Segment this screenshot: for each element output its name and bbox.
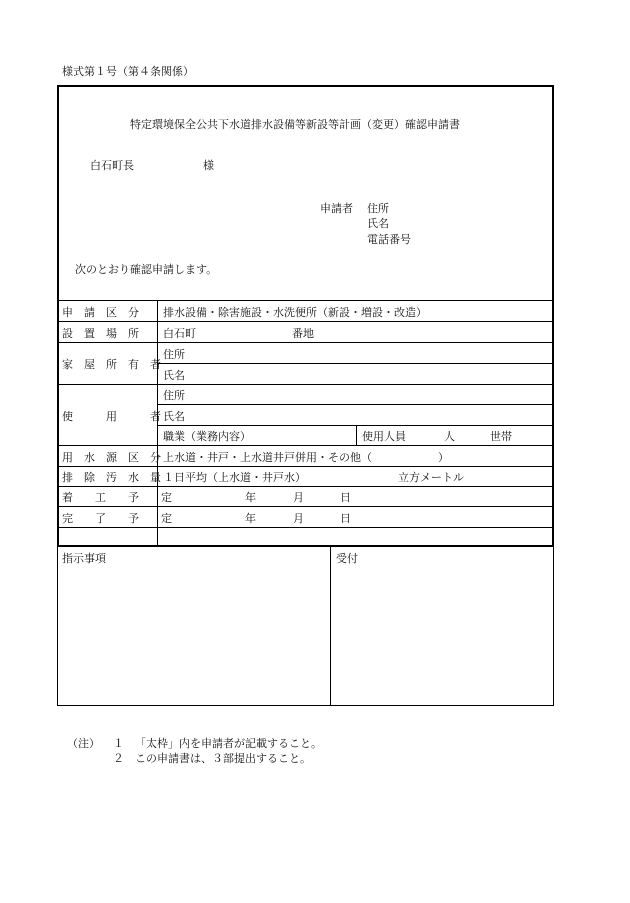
grid-line [157,404,554,405]
start-day: 日 [340,491,351,504]
category-label: 申 請 区 分 [62,306,139,319]
note-1-text: 「太枠」内を申請者が記載すること。 [135,737,322,750]
receipt-label: 受付 [336,552,358,565]
end-year: 年 [245,512,256,525]
sewage-unit: 立方メートル [398,471,464,484]
office-box-bottom [57,705,554,706]
grid-line [157,363,554,364]
applicant-label: 申請者 [320,202,353,215]
sewage-volume-value: １日平均（上水道・井戸水） [163,471,306,484]
user-address-label: 住所 [163,389,185,402]
note-2-number: ２ [113,752,124,765]
intro-text: 次のとおり確認申請します。 [75,263,218,276]
grid-line [57,445,554,446]
unit-person: 人 [444,430,455,443]
table-top-line [57,300,554,301]
water-source-label: 用 水 源 区 分 [62,451,161,464]
owner-label: 家 屋 所 有 者 [62,358,161,371]
grid-line [57,466,554,467]
owner-address-label: 住所 [163,348,185,361]
end-day: 日 [340,512,351,525]
form-id: 様式第１号（第４条関係） [62,65,194,78]
honorific: 様 [203,159,214,172]
applicant-address-label: 住所 [367,202,389,215]
note-1-number: １ [113,737,124,750]
form-title: 特定環境保全公共下水道排水設備等新設等計画（変更）確認申請書 [130,118,460,131]
people-cell-divider [356,425,357,445]
location-label: 設 置 場 所 [62,327,139,340]
sewage-volume-label: 排 除 汚 水 量 [62,471,161,484]
owner-name-label: 氏名 [163,369,185,382]
addressee: 白石町長 [90,159,134,172]
note-2-text: この申請書は、３部提出すること。 [135,752,311,765]
location-town: 白石町 [163,327,196,340]
start-date-label: 着 工 予 定 [62,491,172,504]
user-label: 使 用 者 [62,410,161,423]
user-name-label: 氏名 [163,410,185,423]
category-value: 排水設備・除害施設・水洗便所（新設・増設・改造） [163,306,427,319]
applicant-name-label: 氏名 [367,217,389,230]
start-month: 月 [293,491,304,504]
location-banchi: 番地 [292,327,314,340]
grid-line [57,486,554,487]
office-box-left [57,547,58,705]
completion-date-label: 完 了 予 定 [62,512,172,525]
water-source-value: 上水道・井戸・上水道井戸併用・その他（ ） [163,451,449,464]
user-people-label: 使用人員 [362,430,406,443]
office-box-divider [330,547,331,705]
notes-prefix: （注） [67,737,100,750]
grid-line [57,342,554,343]
grid-line [57,384,554,385]
start-year: 年 [245,491,256,504]
grid-line [57,321,554,322]
office-box-right [553,547,554,705]
applicant-phone-label: 電話番号 [367,233,411,246]
end-month: 月 [293,512,304,525]
grid-line [57,527,554,528]
unit-household: 世帯 [490,430,512,443]
instructions-label: 指示事項 [62,552,106,565]
user-job-label: 職業（業務内容） [163,430,251,443]
grid-line [57,506,554,507]
